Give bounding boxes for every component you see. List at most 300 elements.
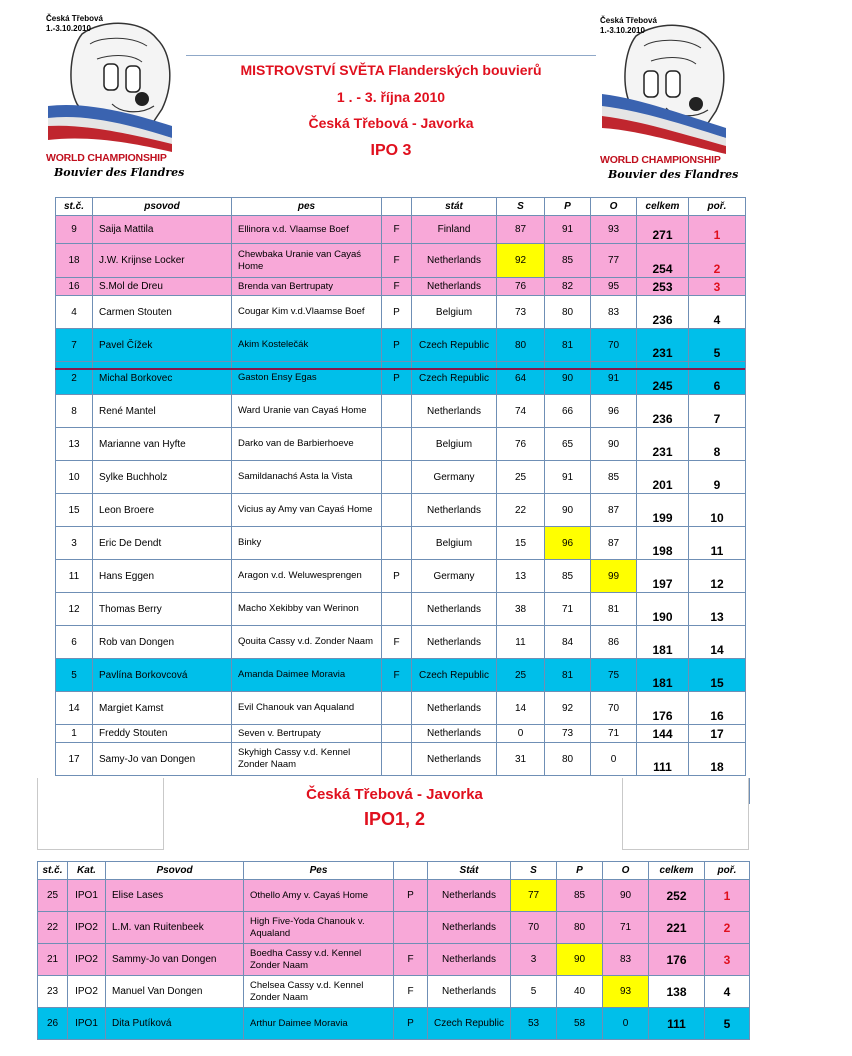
cell-rank: 2: [689, 244, 746, 278]
championship-title: MISTROVSTVÍ SVĚTA Flanderských bouvierů: [240, 62, 542, 78]
cell-sex: [382, 527, 412, 560]
table-row: [56, 461, 746, 494]
table-row: [56, 244, 746, 278]
cell-handler: Eric De Dendt: [93, 527, 232, 560]
cell-s: 70: [511, 912, 557, 944]
cell-sex: [382, 428, 412, 461]
cell-sex: F: [394, 976, 428, 1008]
cell-dog: Amanda Daimee Moravia: [232, 659, 382, 692]
cell-total: 245: [637, 362, 689, 395]
cell-o: 91: [591, 362, 637, 395]
cell-sex: [382, 461, 412, 494]
cell-o: 85: [591, 461, 637, 494]
cell-p: 73: [545, 725, 591, 743]
cell-p: 90: [557, 944, 603, 976]
cell-handler: Freddy Stouten: [93, 725, 232, 743]
col-header-total: celkem: [649, 862, 705, 880]
cell-sex: [394, 912, 428, 944]
cell-dog: Ellinora v.d. Vlaamse Boef: [232, 216, 382, 244]
table-row: [56, 626, 746, 659]
cell-number: 18: [56, 244, 93, 278]
cell-number: 21: [38, 944, 68, 976]
cell-rank: 16: [689, 692, 746, 725]
cell-p: 80: [545, 743, 591, 776]
cell-sex: [382, 743, 412, 776]
cell-country: Netherlands: [412, 692, 497, 725]
cell-p: 80: [545, 296, 591, 329]
cell-s: 76: [497, 278, 545, 296]
cell-s: 13: [497, 560, 545, 593]
table-row: [56, 329, 746, 362]
cell-dog: Skyhigh Cassy v.d. Kennel Zonder Naam: [232, 743, 382, 776]
cell-number: 6: [56, 626, 93, 659]
col-header-number: st.č.: [56, 198, 93, 216]
cell-handler: S.Mol de Dreu: [93, 278, 232, 296]
logo-subtitle: Bouvier des Flandres: [608, 168, 739, 181]
cell-rank: 1: [689, 216, 746, 244]
cell-o: 70: [591, 692, 637, 725]
cell-rank: 14: [689, 626, 746, 659]
bouvier-dog-icon: [596, 16, 736, 156]
cell-o: 83: [603, 944, 649, 976]
cell-rank: 9: [689, 461, 746, 494]
cell-rank: 4: [689, 296, 746, 329]
cell-s: 5: [511, 976, 557, 1008]
cell-rank: 3: [705, 944, 750, 976]
cell-dog: Cougar Kim v.d.Vlaamse Boef: [232, 296, 382, 329]
logo-banner: WORLD CHAMPIONSHIP: [46, 152, 167, 164]
cell-country: Germany: [412, 560, 497, 593]
cell-s: 3: [511, 944, 557, 976]
cell-country: Netherlands: [428, 912, 511, 944]
cell-o: 71: [591, 725, 637, 743]
cell-total: 254: [637, 244, 689, 278]
cell-rank: 3: [689, 278, 746, 296]
cell-number: 17: [56, 743, 93, 776]
cell-total: 198: [637, 527, 689, 560]
section2-category: IPO1, 2: [363, 809, 426, 829]
table-row: [56, 395, 746, 428]
cell-dog: Boedha Cassy v.d. Kennel Zonder Naam: [244, 944, 394, 976]
cell-s: 74: [497, 395, 545, 428]
cell-number: 22: [38, 912, 68, 944]
cell-s: 87: [497, 216, 545, 244]
table-row: [56, 659, 746, 692]
cell-total: 231: [637, 428, 689, 461]
cell-number: 11: [56, 560, 93, 593]
cell-s: 11: [497, 626, 545, 659]
table-row: [56, 278, 746, 296]
cell-o: 95: [591, 278, 637, 296]
table-row: [56, 296, 746, 329]
cell-s: 73: [497, 296, 545, 329]
cell-o: 99: [591, 560, 637, 593]
cell-sex: F: [382, 278, 412, 296]
cell-dog: Binky: [232, 527, 382, 560]
cell-handler: J.W. Krijnse Locker: [93, 244, 232, 278]
cell-number: 26: [38, 1008, 68, 1040]
cell-country: Czech Republic: [428, 1008, 511, 1040]
cell-total: 252: [649, 880, 705, 912]
cell-sex: [382, 494, 412, 527]
cell-o: 0: [603, 1008, 649, 1040]
cell-sex: [382, 395, 412, 428]
cell-o: 87: [591, 527, 637, 560]
cell-s: 77: [511, 880, 557, 912]
cell-o: 96: [591, 395, 637, 428]
col-header-o: O: [603, 862, 649, 880]
cell-dog: Samildanachś Asta la Vista: [232, 461, 382, 494]
cell-total: 231: [637, 329, 689, 362]
cell-dog: Darko van de Barbierhoeve: [232, 428, 382, 461]
category-title: IPO 3: [370, 142, 412, 159]
cell-sex: [382, 692, 412, 725]
header-rule: [186, 55, 596, 56]
cell-rank: 1: [705, 880, 750, 912]
col-header-o: O: [591, 198, 637, 216]
cell-total: 221: [649, 912, 705, 944]
cell-rank: 11: [689, 527, 746, 560]
col-header-dog: Pes: [244, 862, 394, 880]
table-row: [56, 743, 746, 776]
table-row: [56, 428, 746, 461]
col-header-sex: [382, 198, 412, 216]
cell-country: Netherlands: [428, 976, 511, 1008]
cell-number: 25: [38, 880, 68, 912]
col-header-s: S: [497, 198, 545, 216]
col-header-country: stát: [412, 198, 497, 216]
cell-total: 176: [649, 944, 705, 976]
cell-number: 4: [56, 296, 93, 329]
cell-number: 10: [56, 461, 93, 494]
cell-sex: P: [382, 296, 412, 329]
table-row: [56, 527, 746, 560]
cell-sex: F: [382, 216, 412, 244]
cell-total: 271: [637, 216, 689, 244]
cell-s: 25: [497, 659, 545, 692]
table-row: [56, 692, 746, 725]
cell-dog: Chelsea Cassy v.d. Kennel Zonder Naam: [244, 976, 394, 1008]
table-row: [38, 1008, 750, 1040]
cell-p: 71: [545, 593, 591, 626]
cell-s: 80: [497, 329, 545, 362]
cell-sex: P: [394, 880, 428, 912]
table-row: [38, 912, 750, 944]
cell-total: 111: [649, 1008, 705, 1040]
cell-total: 181: [637, 626, 689, 659]
cell-s: 31: [497, 743, 545, 776]
col-header-number: st.č.: [38, 862, 68, 880]
cell-p: 91: [545, 461, 591, 494]
cell-sex: P: [382, 362, 412, 395]
cell-o: 87: [591, 494, 637, 527]
cell-handler: Carmen Stouten: [93, 296, 232, 329]
cell-p: 90: [545, 494, 591, 527]
cell-number: 8: [56, 395, 93, 428]
cell-country: Czech Republic: [412, 659, 497, 692]
ipo12-section-header: [37, 778, 752, 860]
page-header: [0, 0, 852, 196]
cell-p: 90: [545, 362, 591, 395]
cell-country: Czech Republic: [412, 362, 497, 395]
cell-total: 236: [637, 296, 689, 329]
cell-dog: Chewbaka Uranie van Cayaś Home: [232, 244, 382, 278]
cell-p: 66: [545, 395, 591, 428]
cell-o: 90: [603, 880, 649, 912]
table-row: [56, 216, 746, 244]
cell-number: 3: [56, 527, 93, 560]
cell-sex: [382, 725, 412, 743]
cell-number: 7: [56, 329, 93, 362]
cell-o: 71: [603, 912, 649, 944]
col-header-p: P: [557, 862, 603, 880]
cell-o: 86: [591, 626, 637, 659]
cell-country: Netherlands: [428, 944, 511, 976]
cell-total: 176: [637, 692, 689, 725]
cell-handler: Michal Borkovec: [93, 362, 232, 395]
cell-dog: Arthur Daimee Moravia: [244, 1008, 394, 1040]
cell-dog: Brenda van Bertrupaty: [232, 278, 382, 296]
cell-dog: Akim Kostelečák: [232, 329, 382, 362]
cell-sex: F: [394, 944, 428, 976]
cell-total: 199: [637, 494, 689, 527]
cell-o: 77: [591, 244, 637, 278]
col-header-rank: poř.: [689, 198, 746, 216]
cell-p: 92: [545, 692, 591, 725]
cell-country: Netherlands: [412, 278, 497, 296]
cell-country: Czech Republic: [412, 329, 497, 362]
cell-country: Netherlands: [412, 395, 497, 428]
logo-subtitle: Bouvier des Flandres: [54, 166, 185, 179]
cell-s: 14: [497, 692, 545, 725]
table-header-row: [56, 198, 746, 216]
cell-handler: Samy-Jo van Dongen: [93, 743, 232, 776]
logo-banner: WORLD CHAMPIONSHIP: [600, 154, 721, 166]
col-header-p: P: [545, 198, 591, 216]
cell-country: Netherlands: [412, 593, 497, 626]
bouvier-dog-logo-right: [596, 16, 739, 191]
cell-rank: 12: [689, 560, 746, 593]
cell-s: 92: [497, 244, 545, 278]
cell-number: 1: [56, 725, 93, 743]
bouvier-dog-icon: [42, 14, 182, 154]
cell-category: IPO2: [68, 944, 106, 976]
cell-p: 82: [545, 278, 591, 296]
cell-s: 76: [497, 428, 545, 461]
cell-country: Germany: [412, 461, 497, 494]
section-divider: [55, 368, 745, 370]
col-header-dog: pes: [232, 198, 382, 216]
cell-number: 5: [56, 659, 93, 692]
cell-o: 93: [591, 216, 637, 244]
cell-country: Netherlands: [412, 743, 497, 776]
cell-p: 91: [545, 216, 591, 244]
ipo3-results-table: [55, 197, 746, 776]
cell-handler: Sylke Buchholz: [93, 461, 232, 494]
table-row: [56, 593, 746, 626]
bouvier-dog-logo-left: [42, 14, 185, 189]
cell-p: 85: [557, 880, 603, 912]
cell-sex: F: [382, 626, 412, 659]
cell-o: 93: [603, 976, 649, 1008]
cell-s: 15: [497, 527, 545, 560]
logo-date: Česká Třebová 1.-3.10.2010: [46, 14, 103, 33]
cell-s: 64: [497, 362, 545, 395]
cell-dog: Gaston Ensy Egas: [232, 362, 382, 395]
cell-total: 253: [637, 278, 689, 296]
cell-category: IPO1: [68, 1008, 106, 1040]
cell-number: 2: [56, 362, 93, 395]
cell-sex: [382, 593, 412, 626]
cell-p: 85: [545, 244, 591, 278]
cell-sex: F: [382, 244, 412, 278]
cell-handler: Rob van Dongen: [93, 626, 232, 659]
col-header-category: Kat.: [68, 862, 106, 880]
cell-o: 83: [591, 296, 637, 329]
col-header-handler: Psovod: [106, 862, 244, 880]
cell-handler: Manuel Van Dongen: [106, 976, 244, 1008]
cell-p: 81: [545, 329, 591, 362]
event-dates: 1 . - 3. října 2010: [336, 89, 446, 105]
table-row: [56, 362, 746, 395]
cell-rank: 5: [705, 1008, 750, 1040]
cell-s: 25: [497, 461, 545, 494]
cell-dog: Vicius ay Amy van Cayaś Home: [232, 494, 382, 527]
table-row: [56, 560, 746, 593]
cell-sex: F: [382, 659, 412, 692]
cell-rank: 6: [689, 362, 746, 395]
cell-number: 9: [56, 216, 93, 244]
cell-handler: Saija Mattila: [93, 216, 232, 244]
cell-rank: 10: [689, 494, 746, 527]
cell-rank: 17: [689, 725, 746, 743]
cell-sex: P: [394, 1008, 428, 1040]
cell-rank: 5: [689, 329, 746, 362]
cell-p: 81: [545, 659, 591, 692]
cell-p: 96: [545, 527, 591, 560]
col-header-s: S: [511, 862, 557, 880]
logo-date: Česká Třebová 1.-3.10.2010: [600, 16, 657, 35]
cell-total: 111: [637, 743, 689, 776]
cell-total: 201: [637, 461, 689, 494]
cell-o: 0: [591, 743, 637, 776]
cell-country: Belgium: [412, 527, 497, 560]
cell-number: 14: [56, 692, 93, 725]
cell-dog: Evil Chanouk van Aqualand: [232, 692, 382, 725]
cell-p: 65: [545, 428, 591, 461]
cell-country: Belgium: [412, 428, 497, 461]
cell-category: IPO1: [68, 880, 106, 912]
cell-handler: Leon Broere: [93, 494, 232, 527]
cell-s: 0: [497, 725, 545, 743]
cell-total: 236: [637, 395, 689, 428]
col-header-rank: poř.: [705, 862, 750, 880]
cell-country: Netherlands: [412, 626, 497, 659]
cell-category: IPO2: [68, 976, 106, 1008]
cell-handler: Pavlína Borkovcová: [93, 659, 232, 692]
cell-dog: High Five-Yoda Chanouk v. Aqualand: [244, 912, 394, 944]
cell-o: 75: [591, 659, 637, 692]
cell-o: 70: [591, 329, 637, 362]
table-header-row: [38, 862, 750, 880]
cell-rank: 4: [705, 976, 750, 1008]
cell-rank: 8: [689, 428, 746, 461]
cell-handler: Pavel Čížek: [93, 329, 232, 362]
cell-country: Netherlands: [412, 494, 497, 527]
cell-dog: Macho Xekibby van Werinon: [232, 593, 382, 626]
cell-p: 84: [545, 626, 591, 659]
table-row: [56, 494, 746, 527]
cell-sex: P: [382, 560, 412, 593]
cell-number: 15: [56, 494, 93, 527]
cell-country: Netherlands: [412, 244, 497, 278]
cell-handler: Margiet Kamst: [93, 692, 232, 725]
cell-rank: 2: [705, 912, 750, 944]
cell-country: Netherlands: [428, 880, 511, 912]
col-header-handler: psovod: [93, 198, 232, 216]
cell-number: 16: [56, 278, 93, 296]
cell-handler: René Mantel: [93, 395, 232, 428]
table-row: [38, 880, 750, 912]
col-header-total: celkem: [637, 198, 689, 216]
cell-country: Finland: [412, 216, 497, 244]
cell-p: 80: [557, 912, 603, 944]
cell-total: 181: [637, 659, 689, 692]
cell-handler: Thomas Berry: [93, 593, 232, 626]
section2-location: Česká Třebová - Javorka: [306, 786, 483, 803]
cell-category: IPO2: [68, 912, 106, 944]
col-header-country: Stát: [428, 862, 511, 880]
cell-p: 58: [557, 1008, 603, 1040]
ipo12-results-table: [37, 861, 750, 1040]
cell-dog: Seven v. Bertrupaty: [232, 725, 382, 743]
cell-o: 90: [591, 428, 637, 461]
cell-sex: P: [382, 329, 412, 362]
cell-rank: 7: [689, 395, 746, 428]
cell-total: 144: [637, 725, 689, 743]
cell-s: 53: [511, 1008, 557, 1040]
cell-country: Belgium: [412, 296, 497, 329]
cell-rank: 15: [689, 659, 746, 692]
cell-o: 81: [591, 593, 637, 626]
cell-number: 13: [56, 428, 93, 461]
cell-handler: Elise Lases: [106, 880, 244, 912]
cell-dog: Ward Uranie van Cayaś Home: [232, 395, 382, 428]
cell-country: Netherlands: [412, 725, 497, 743]
table-row: [38, 944, 750, 976]
cell-p: 40: [557, 976, 603, 1008]
cell-s: 22: [497, 494, 545, 527]
cell-s: 38: [497, 593, 545, 626]
cell-total: 190: [637, 593, 689, 626]
cell-total: 138: [649, 976, 705, 1008]
cell-number: 23: [38, 976, 68, 1008]
cell-total: 197: [637, 560, 689, 593]
col-header-sex: [394, 862, 428, 880]
cell-dog: Othello Amy v. Cayaś Home: [244, 880, 394, 912]
cell-handler: Dita Putíková: [106, 1008, 244, 1040]
cell-number: 12: [56, 593, 93, 626]
cell-p: 85: [545, 560, 591, 593]
cell-dog: Aragon v.d. Weluwesprengen: [232, 560, 382, 593]
cell-handler: Sammy-Jo van Dongen: [106, 944, 244, 976]
cell-handler: Marianne van Hyfte: [93, 428, 232, 461]
cell-handler: Hans Eggen: [93, 560, 232, 593]
cell-rank: 13: [689, 593, 746, 626]
table-row: [56, 725, 746, 743]
cell-dog: Qouita Cassy v.d. Zonder Naam: [232, 626, 382, 659]
cell-handler: L.M. van Ruitenbeek: [106, 912, 244, 944]
